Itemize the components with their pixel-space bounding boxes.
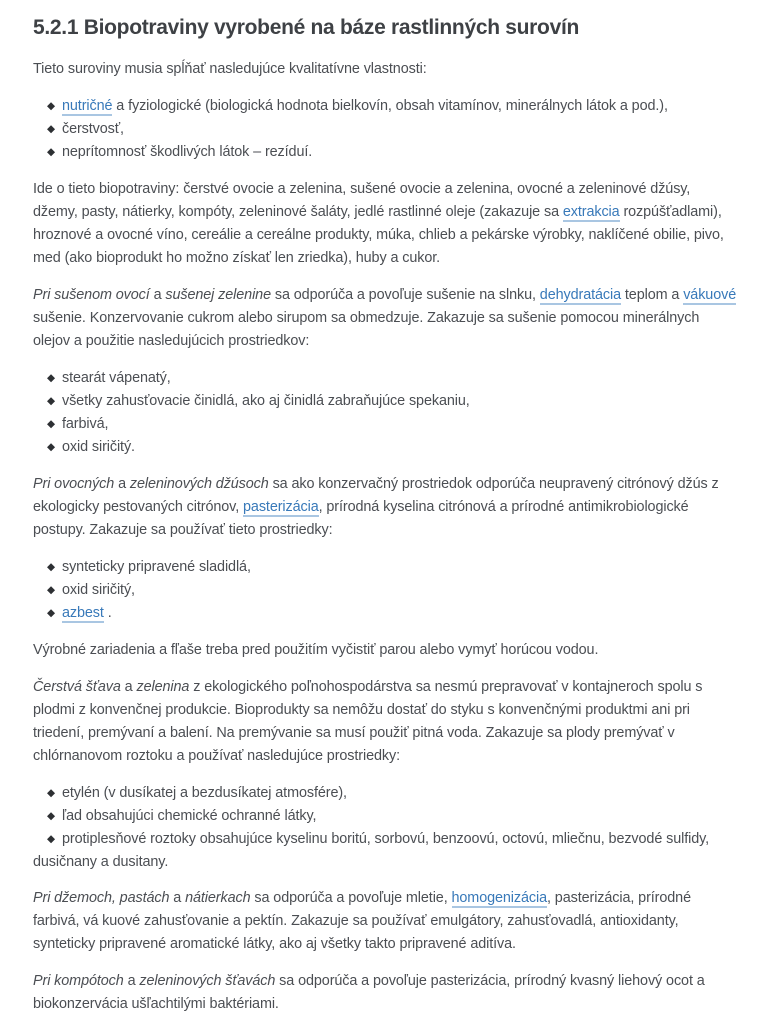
list-fresh-banned-agents [33, 782, 737, 873]
diamond-bullet-icon: ◆ [47, 418, 55, 430]
list-item [33, 390, 737, 413]
text-run: stearát vápenatý, [61, 370, 171, 386]
list-item [33, 413, 737, 436]
emphasis-text: Pri kompótoch [33, 973, 124, 989]
term-link-dehydratacia[interactable]: dehydratácia [539, 287, 621, 303]
list-item [33, 436, 737, 459]
diamond-bullet-icon: ◆ [47, 787, 55, 799]
paragraph-equipment-cleaning [33, 639, 737, 662]
diamond-bullet-icon: ◆ [47, 395, 55, 407]
text-run: a [120, 679, 137, 695]
text-run: synteticky pripravené sladidlá, [61, 559, 251, 575]
text-run: a [149, 287, 166, 303]
paragraph-jams-pastes [33, 887, 737, 956]
diamond-bullet-icon: ◆ [47, 123, 55, 135]
paragraph-dried-fruit [33, 284, 737, 353]
diamond-bullet-icon: ◆ [47, 100, 55, 112]
text-run: Výrobné zariadenia a fľaše treba pred použitím vyčistiť parou alebo vymyť horúcou vodou. [33, 642, 599, 658]
paragraph-compotes [33, 970, 737, 1016]
emphasis-text: Pri džemoch, pastách [33, 890, 170, 906]
paragraph-biofoods-list [33, 178, 737, 270]
paragraph-qualities-intro [33, 58, 737, 81]
diamond-bullet-icon: ◆ [47, 833, 55, 845]
text-run: etylén (v dusíkatej a bezdusíkatej atmosfére), [61, 785, 347, 801]
list-item [33, 602, 737, 625]
section-heading: 5.2.1 Biopotraviny vyrobené na báze rastlinných surovín [33, 16, 580, 39]
term-link-pasterizacia[interactable]: pasterizácia [243, 499, 319, 515]
text-run: a [169, 890, 186, 906]
list-item [33, 118, 737, 141]
text-run: protiplesňové roztoky obsahujúce kyselinu boritú, sorbovú, benzoovú, octovú, mliečnu, bezvodé sulfidy, dusičnany a dusitany. [33, 831, 710, 870]
diamond-bullet-icon: ◆ [47, 584, 55, 596]
paragraph-juices [33, 473, 737, 542]
diamond-bullet-icon: ◆ [47, 561, 55, 573]
emphasis-text: Pri ovocných [33, 476, 115, 492]
text-run: , pasterizácia, prírodné farbivá, vá kuové zahusťovanie a pektín. Zakazuje sa používať emulgátory, zahusťovadlá, antioxidanty, synteticky pripravené aromatické látky, ako aj všetky takto pripravené aditíva. [33, 890, 691, 952]
text-run: Tieto suroviny musia spĺňať nasledujúce kvalitatívne vlastnosti: [33, 61, 427, 77]
list-item [33, 141, 737, 164]
text-run: . [103, 605, 112, 621]
text-run: oxid siričitý. [61, 439, 135, 455]
emphasis-text: Čerstvá šťava [33, 679, 121, 695]
text-run: z ekologického poľnohospodárstva sa nesmú prepravovať v kontajneroch spolu s plodmi z konvenčnej produkcie. Bioprodukty sa nemôžu dostať do styku s konvenčnými produktmi ani pri triedení, premývaní a balení. Na premývanie sa musí použiť pitná voda. Zakazuje sa plody premývať v chlórnanovom roztoku a používať nasledujúce prostriedky: [33, 679, 703, 764]
diamond-bullet-icon: ◆ [47, 372, 55, 384]
emphasis-text: nátierkach [185, 890, 251, 906]
emphasis-text: Pri sušenom ovocí [33, 287, 150, 303]
emphasis-text: zeleninových šťavách [139, 973, 276, 989]
list-item [33, 828, 737, 873]
text-run: a [114, 476, 130, 492]
text-run: , prírodná kyselina citrónová a prírodné antimikrobiologické postupy. Zakazuje sa používať tieto prostriedky: [33, 499, 689, 538]
text-run: Ide o tieto biopotraviny: čerstvé ovocie a zelenina, sušené ovocie a zelenina, ovocné a zeleninové džúsy, džemy, pasty, nátierky, kompóty, zeleninové šaláty, jedlé rastlinné oleje (zakazuje sa [33, 181, 691, 220]
term-link-homogenizacia[interactable]: homogenizácia [451, 890, 547, 906]
text-run: sa odporúča a povoľuje sušenie na slnku, [270, 287, 540, 303]
list-item [33, 556, 737, 579]
emphasis-text: zeleninových džúsoch [129, 476, 269, 492]
list-item [33, 579, 737, 602]
diamond-bullet-icon: ◆ [47, 607, 55, 619]
text-run: čerstvosť, [61, 121, 124, 137]
text-run: sušenie. Konzervovanie cukrom alebo sirupom sa obmedzuje. Zakazuje sa sušenie pomocou minerálnych olejov a použitie nasledujúcich prostriedkov: [33, 310, 700, 349]
term-link-nutricne[interactable]: nutričné [61, 98, 113, 114]
emphasis-text: sušenej zelenine [165, 287, 271, 303]
emphasis-text: zelenina [136, 679, 190, 695]
text-run: a [123, 973, 140, 989]
text-run: sa ako konzervačný prostriedok odporúča neupravený citrónový džús z ekologicky pestovaných citrónov, [33, 476, 719, 515]
text-run: rozpúšťadlami), hroznové a ovocné víno, cereálie a cereálne produkty, múka, chlieb a pekárske výrobky, naklíčené obilie, pivo, med (ako bioprodukt ho možno získať len zriedka), huby a cukor. [33, 204, 724, 266]
diamond-bullet-icon: ◆ [47, 810, 55, 822]
text-run: teplom a [621, 287, 684, 303]
list-dried-banned-agents [33, 367, 737, 459]
text-run: oxid siričitý, [61, 582, 135, 598]
text-run: sa odporúča a povoľuje pasterizácia, prírodný kvasný liehový ocot a biokonzervácia ušľachtilými baktériami. [33, 973, 705, 1012]
list-item [33, 95, 737, 118]
text-run: všetky zahusťovacie činidlá, ako aj činidlá zabraňujúce spekaniu, [61, 393, 470, 409]
paragraph-fresh-juice-vegetables [33, 676, 737, 768]
text-run: a fyziologické (biologická hodnota bielkovín, obsah vitamínov, minerálnych látok a pod.), [112, 98, 668, 114]
diamond-bullet-icon: ◆ [47, 441, 55, 453]
text-run: farbivá, [61, 416, 109, 432]
text-run: ľad obsahujúci chemické ochranné látky, [61, 808, 317, 824]
term-link-vakuove[interactable]: vákuové [683, 287, 737, 303]
list-item [33, 805, 737, 828]
text-run: sa odporúča a povoľuje mletie, [250, 890, 452, 906]
list-juice-banned-agents [33, 556, 737, 625]
diamond-bullet-icon: ◆ [47, 146, 55, 158]
section-body [33, 58, 737, 1016]
term-link-azbest[interactable]: azbest [61, 605, 104, 621]
list-item [33, 367, 737, 390]
term-link-extrakcia[interactable]: extrakcia [562, 204, 620, 220]
list-item [33, 782, 737, 805]
text-run: neprítomnosť škodlivých látok – rezíduí. [61, 144, 313, 160]
list-quality-properties [33, 95, 737, 164]
